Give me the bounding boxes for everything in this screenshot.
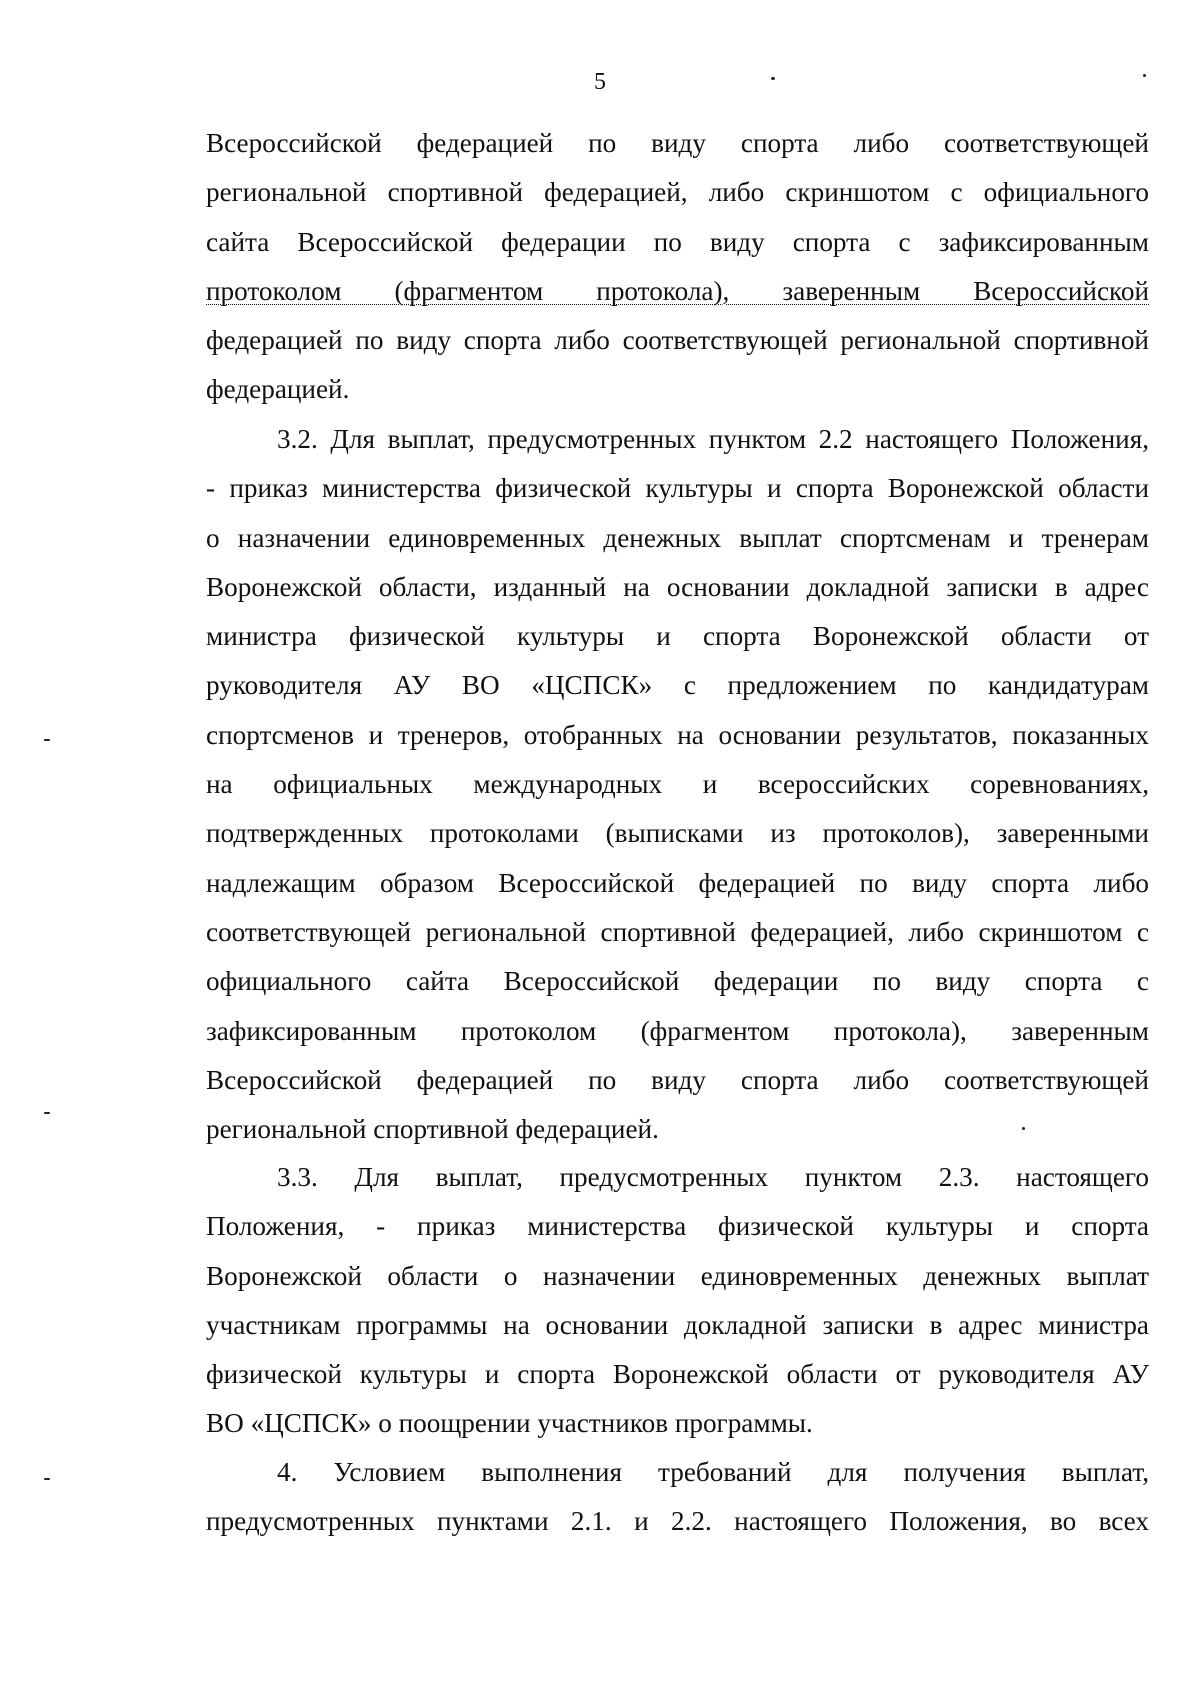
text-line: ВО «ЦСПСК» о поощрении участников программы. [206, 1408, 813, 1439]
text-line: Всероссийской федерацией по виду спорта либо соответствующей [206, 128, 1149, 158]
text-line: на официальных международных и всероссийских соревнованиях, [206, 769, 1149, 800]
text-line: надлежащим образом Всероссийской федерацией по виду спорта либо [206, 867, 1149, 898]
text-line: спортсменов и тренеров, отобранных на основании результатов, показанных [206, 719, 1149, 750]
text-line: о назначении единовременных денежных выплат спортсменам и тренерам [206, 522, 1149, 553]
text-line: участникам программы на основании докладной записки в адрес министра [206, 1309, 1149, 1340]
text-line: министра физической культуры и спорта Воронежской области от [206, 621, 1149, 652]
text-line: сайта Всероссийской федерации по виду спорта с зафиксированным [206, 226, 1149, 257]
text-line: 3.3. Для выплат, предусмотренных пунктом 2.3. настоящего [277, 1162, 1149, 1192]
scan-speck [44, 1112, 50, 1114]
scan-speck [1143, 74, 1146, 77]
text-line: подтвержденных протоколами (выписками из протоколов), заверенными [206, 818, 1149, 849]
text-line: Положения, - приказ министерства физической культуры и спорта [206, 1211, 1149, 1242]
text-line: протоколом (фрагментом протокола), заверенным Всероссийской [206, 275, 1149, 306]
text-line: предусмотренных пунктами 2.1. и 2.2. настоящего Положения, во всех [206, 1506, 1149, 1537]
text-line: региональной спортивной федерацией, либо скриншотом с официального [206, 177, 1149, 208]
text-line: Воронежской области, изданный на основании докладной записки в адрес [206, 571, 1149, 602]
paragraph-3-2 [206, 415, 1149, 1154]
text-line: физической культуры и спорта Воронежской области от руководителя АУ [206, 1359, 1149, 1390]
text-line: федерацией. [206, 374, 350, 405]
text-line: официального сайта Всероссийской федерации по виду спорта с [206, 966, 1149, 997]
text-line: региональной спортивной федерацией. [206, 1114, 659, 1145]
paragraph-4 [206, 1448, 1149, 1547]
scan-speck [44, 1478, 50, 1480]
text-line: - приказ министерства физической культуры и спорта Воронежской области [206, 473, 1149, 504]
text-line: Всероссийской федерацией по виду спорта либо соответствующей [206, 1064, 1149, 1095]
text-line: руководителя АУ ВО «ЦСПСК» с предложением по кандидатурам [206, 670, 1149, 701]
text-line: зафиксированным протоколом (фрагментом протокола), заверенным [206, 1015, 1149, 1046]
text-line: 4. Условием выполнения требований для получения выплат, [277, 1457, 1149, 1487]
scan-speck [44, 739, 50, 741]
text-line: соответствующей региональной спортивной федерацией, либо скриншотом с [206, 916, 1149, 947]
page-number: 5 [594, 69, 606, 95]
paragraph-3-3 [206, 1153, 1149, 1449]
paragraph-continuation [206, 119, 1149, 415]
text-line: 3.2. Для выплат, предусмотренных пунктом 2.2 настоящего Положения, [277, 424, 1149, 454]
text-line: Воронежской области о назначении единовременных денежных выплат [206, 1260, 1149, 1291]
scan-speck [771, 77, 775, 80]
text-line: федерацией по виду спорта либо соответствующей региональной спортивной [206, 325, 1149, 356]
